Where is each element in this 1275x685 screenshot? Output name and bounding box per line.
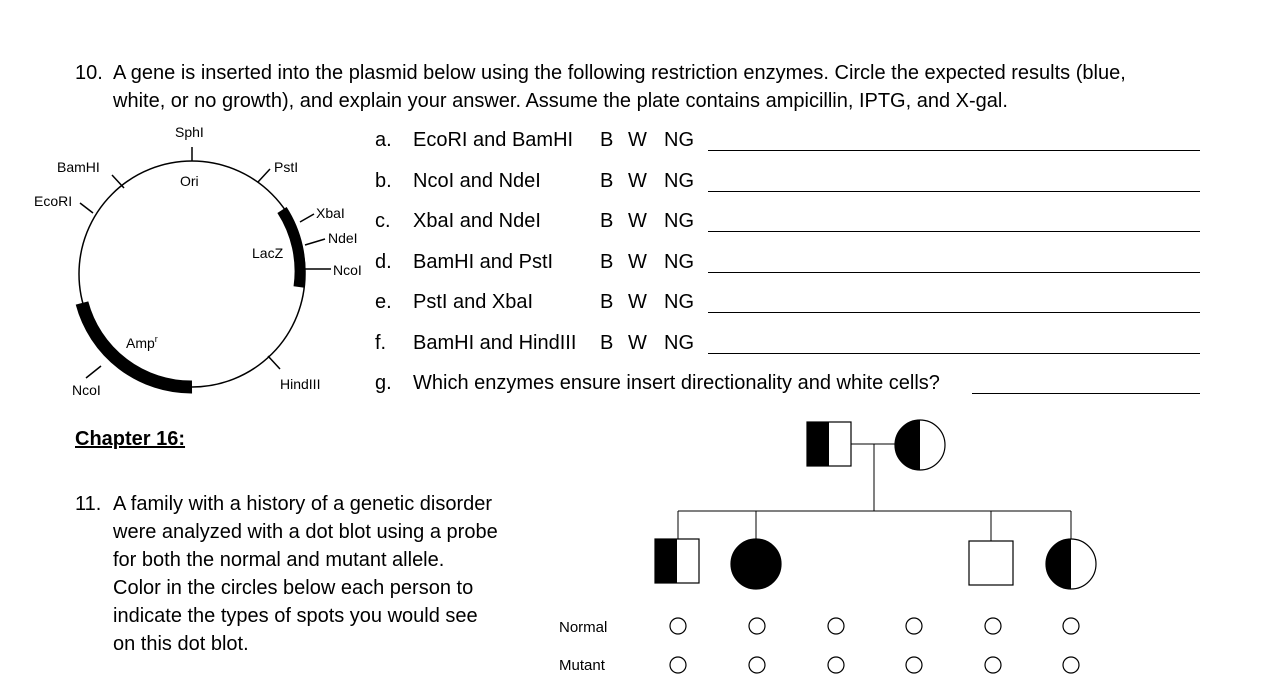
option-blue[interactable]: B bbox=[600, 170, 614, 192]
mother-carrier-circle bbox=[895, 420, 945, 470]
dot-blot-mutant-spot[interactable] bbox=[670, 657, 686, 673]
part-letter: c. bbox=[375, 210, 391, 232]
xbai-label: XbaI bbox=[316, 205, 345, 221]
amp-superscript: r bbox=[154, 334, 158, 344]
option-white[interactable]: W bbox=[628, 170, 647, 192]
option-blue[interactable]: B bbox=[600, 129, 614, 151]
option-blue[interactable]: B bbox=[600, 251, 614, 273]
dot-blot-mutant-spot[interactable] bbox=[1063, 657, 1079, 673]
father-carrier-square bbox=[807, 422, 851, 466]
dot-blot-normal-spot[interactable] bbox=[828, 618, 844, 634]
question-11-line: indicate the types of spots you would see bbox=[113, 605, 478, 627]
child-1-carrier-square bbox=[655, 539, 699, 583]
option-no-growth[interactable]: NG bbox=[664, 251, 694, 273]
question-11-line: for both the normal and mutant allele. bbox=[113, 549, 445, 571]
part-text: PstI and XbaI bbox=[413, 291, 534, 313]
part-letter: e. bbox=[375, 291, 392, 313]
ori-label: Ori bbox=[180, 173, 199, 189]
dot-blot-mutant-label: Mutant bbox=[559, 657, 605, 674]
dot-blot-normal-spot[interactable] bbox=[906, 618, 922, 634]
option-no-growth[interactable]: NG bbox=[664, 332, 694, 354]
option-white[interactable]: W bbox=[628, 291, 647, 313]
option-white[interactable]: W bbox=[628, 251, 647, 273]
part-text: Which enzymes ensure insert directionality and white cells? bbox=[413, 372, 940, 394]
question-11-line: Color in the circles below each person to bbox=[113, 577, 474, 599]
dot-blot-mutant-spot[interactable] bbox=[985, 657, 1001, 673]
dot-blot-normal-spot[interactable] bbox=[985, 618, 1001, 634]
part-letter: d. bbox=[375, 251, 392, 273]
question-11-line: A family with a history of a genetic disorder bbox=[113, 493, 493, 515]
ecori-label: EcoRI bbox=[34, 193, 73, 209]
child-4-carrier-circle bbox=[1046, 539, 1096, 589]
dot-blot-normal-spot[interactable] bbox=[749, 618, 765, 634]
option-no-growth[interactable]: NG bbox=[664, 129, 694, 151]
option-white[interactable]: W bbox=[628, 332, 647, 354]
option-blue[interactable]: B bbox=[600, 291, 614, 313]
ndei-label: NdeI bbox=[328, 230, 358, 246]
question-10-text-line-2: white, or no growth), and explain your answer. Assume the plate contains ampicillin, IPTG, and X-gal. bbox=[113, 90, 1008, 112]
sphi-label: SphI bbox=[175, 124, 204, 140]
question-11-line: on this dot blot. bbox=[113, 633, 249, 655]
part-text: NcoI and NdeI bbox=[413, 170, 541, 192]
option-blue[interactable]: B bbox=[600, 332, 614, 354]
question-11-line: were analyzed with a dot blot using a probe bbox=[113, 521, 498, 543]
dot-blot-normal-label: Normal bbox=[559, 619, 608, 636]
option-blue[interactable]: B bbox=[600, 210, 614, 232]
option-no-growth[interactable]: NG bbox=[664, 170, 694, 192]
question-11-number: 11. bbox=[75, 493, 102, 515]
hindiii-label: HindIII bbox=[280, 376, 321, 392]
dot-blot-normal-spot[interactable] bbox=[670, 618, 686, 634]
question-10-text-line-1: A gene is inserted into the plasmid below using the following restriction enzymes. Circle the expected results (blue, bbox=[113, 62, 1126, 84]
child-2-affected-circle bbox=[731, 539, 781, 589]
chapter-heading: Chapter 16: bbox=[75, 428, 186, 450]
psti-label: PstI bbox=[274, 159, 299, 175]
part-text: BamHI and PstI bbox=[413, 251, 554, 273]
lacz-label: LacZ bbox=[252, 245, 284, 261]
question-10-number: 10. bbox=[75, 62, 103, 84]
option-white[interactable]: W bbox=[628, 210, 647, 232]
dot-blot-mutant-spot[interactable] bbox=[828, 657, 844, 673]
dot-blot-mutant-spot[interactable] bbox=[749, 657, 765, 673]
child-3-unaffected-square bbox=[969, 541, 1013, 585]
part-text: BamHI and HindIII bbox=[413, 332, 577, 354]
dot-blot-normal-spot[interactable] bbox=[1063, 618, 1079, 634]
amp-label-text: Amp bbox=[126, 335, 155, 351]
option-white[interactable]: W bbox=[628, 129, 647, 151]
part-letter: f. bbox=[375, 332, 387, 354]
part-letter: g. bbox=[375, 372, 392, 394]
part-text: EcoRI and BamHI bbox=[413, 129, 574, 151]
option-no-growth[interactable]: NG bbox=[664, 210, 694, 232]
dot-blot-mutant-spot[interactable] bbox=[906, 657, 922, 673]
ncoi-right-label: NcoI bbox=[333, 262, 362, 278]
ncoi-left-label: NcoI bbox=[72, 382, 101, 398]
option-no-growth[interactable]: NG bbox=[664, 291, 694, 313]
part-text: XbaI and NdeI bbox=[413, 210, 541, 232]
part-letter: b. bbox=[375, 170, 392, 192]
bamhi-label: BamHI bbox=[57, 159, 100, 175]
part-letter: a. bbox=[375, 129, 392, 151]
